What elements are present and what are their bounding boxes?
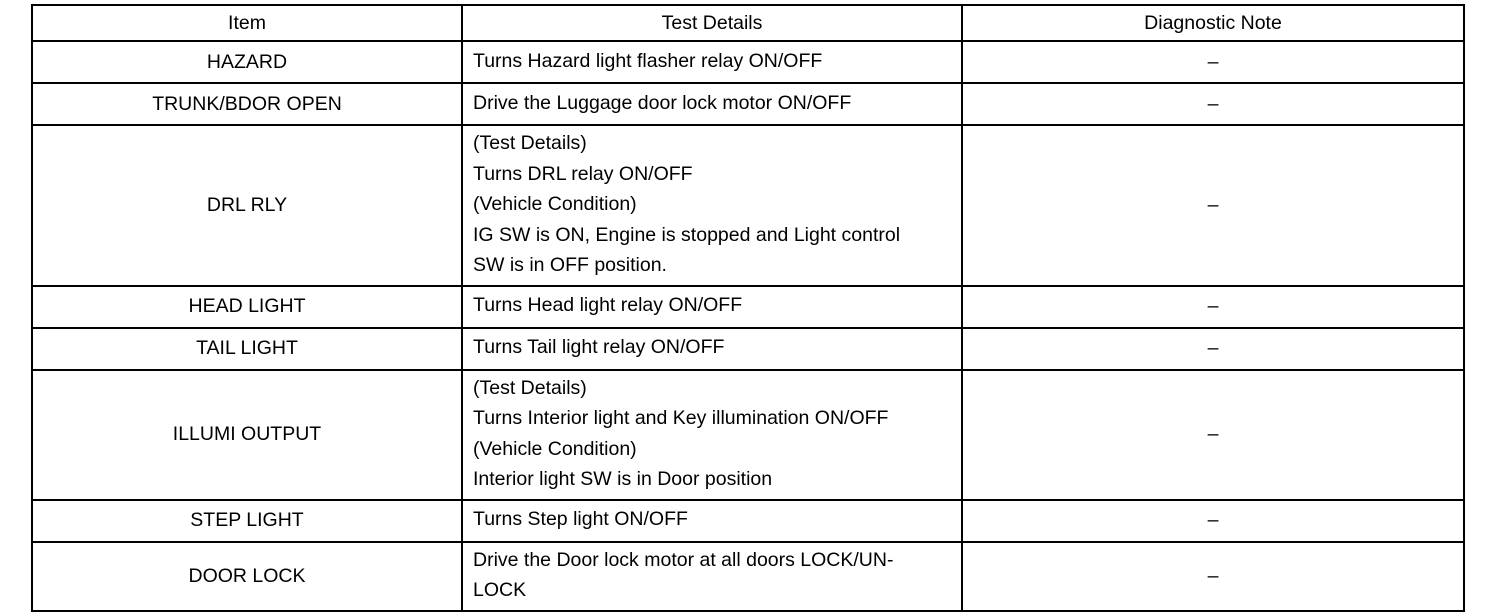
- table-row: [32, 328, 1464, 370]
- test-details-line: (Vehicle Condition): [473, 437, 637, 460]
- cell-diagnostic-note: –: [962, 41, 1464, 83]
- test-details-line: Turns Interior light and Key illumination ON/OFF: [473, 407, 889, 429]
- test-details-line: (Vehicle Condition): [473, 193, 637, 215]
- test-details-line: Turns DRL relay ON/OFF: [473, 162, 693, 185]
- table-row: [32, 41, 1464, 83]
- active-test-table: [31, 4, 1465, 612]
- cell-test-details: [462, 41, 962, 83]
- table-row: [32, 500, 1464, 542]
- cell-item: DOOR LOCK: [32, 542, 462, 611]
- test-details-line: Turns Step light ON/OFF: [473, 508, 688, 531]
- cell-diagnostic-note: –: [962, 542, 1464, 611]
- test-details-line: Drive the Luggage door lock motor ON/OFF: [473, 91, 852, 114]
- header-item: Item: [32, 5, 462, 41]
- cell-test-details: [462, 328, 962, 370]
- test-details-line: Turns Tail light relay ON/OFF: [473, 336, 725, 359]
- header-diagnostic-note: Diagnostic Note: [962, 5, 1464, 41]
- test-details-line: LOCK: [473, 579, 527, 601]
- cell-item: HEAD LIGHT: [32, 286, 462, 328]
- cell-diagnostic-note: –: [962, 500, 1464, 542]
- test-details-line: Drive the Door lock motor at all doors LOCK/UN-: [473, 548, 894, 571]
- test-details-line: Turns Hazard light flasher relay ON/OFF: [473, 49, 823, 72]
- test-details-line: SW is in OFF position.: [473, 254, 667, 276]
- table-row: [32, 286, 1464, 328]
- test-details-line: Interior light SW is in Door position: [473, 468, 773, 490]
- cell-diagnostic-note: –: [962, 370, 1464, 500]
- table-row: [32, 125, 1464, 286]
- cell-test-details: [462, 542, 962, 611]
- test-details-line: Turns Head light relay ON/OFF: [473, 294, 743, 317]
- cell-test-details: [462, 500, 962, 542]
- cell-item: ILLUMI OUTPUT: [32, 370, 462, 500]
- cell-item: DRL RLY: [32, 125, 462, 286]
- test-details-line: (Test Details): [473, 376, 587, 399]
- header-test-details: Test Details: [462, 5, 962, 41]
- cell-diagnostic-note: –: [962, 83, 1464, 125]
- test-details-line: (Test Details): [473, 132, 587, 154]
- cell-test-details: [462, 83, 962, 125]
- cell-item: HAZARD: [32, 41, 462, 83]
- table-row: [32, 370, 1464, 500]
- cell-item: STEP LIGHT: [32, 500, 462, 542]
- cell-item: TAIL LIGHT: [32, 328, 462, 370]
- table-body: [32, 41, 1464, 611]
- table-row: [32, 542, 1464, 611]
- cell-test-details: [462, 286, 962, 328]
- cell-item: TRUNK/BDOR OPEN: [32, 83, 462, 125]
- table-row: [32, 83, 1464, 125]
- cell-diagnostic-note: –: [962, 328, 1464, 370]
- test-details-line: IG SW is ON, Engine is stopped and Light control: [473, 223, 901, 246]
- cell-diagnostic-note: –: [962, 286, 1464, 328]
- table-header-row: [32, 5, 1464, 41]
- cell-test-details: [462, 125, 962, 286]
- cell-diagnostic-note: –: [962, 125, 1464, 286]
- cell-test-details: [462, 370, 962, 500]
